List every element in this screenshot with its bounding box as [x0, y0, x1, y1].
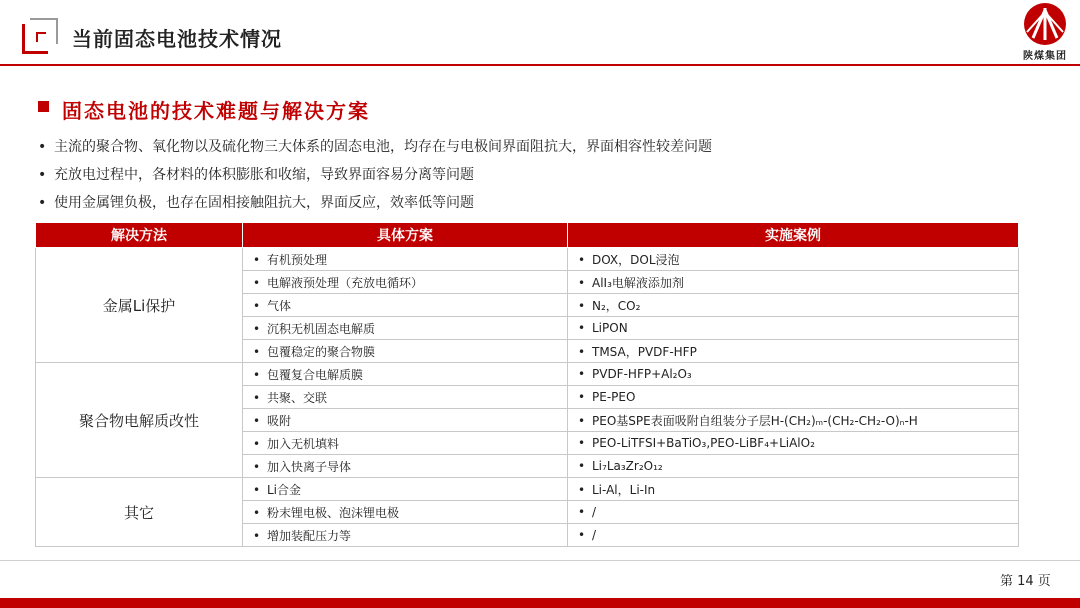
plan-cell: • 包覆稳定的聚合物膜: [243, 340, 568, 363]
plan-cell: • 气体: [243, 294, 568, 317]
case-cell: • /: [568, 501, 1019, 524]
group-name: 金属Li保护: [36, 248, 243, 363]
plan-cell: • 包覆复合电解质膜: [243, 363, 568, 386]
bottom-band: [0, 598, 1080, 608]
section-title: 固态电池的技术难题与解决方案: [62, 99, 370, 123]
page-title: 当前固态电池技术情况: [72, 27, 282, 51]
plan-cell: • Li合金: [243, 478, 568, 501]
logo-icon: [1023, 2, 1067, 46]
plan-cell: • 共聚、交联: [243, 386, 568, 409]
group-name: 聚合物电解质改性: [36, 363, 243, 478]
case-cell: • Li-Al，Li-In: [568, 478, 1019, 501]
header-divider: [0, 64, 1080, 66]
table-row: [36, 363, 1019, 386]
company-logo: [1016, 2, 1074, 64]
solutions-table: [35, 222, 1019, 547]
plan-cell: • 有机预处理: [243, 248, 568, 271]
header-method: 解决方法: [36, 223, 243, 248]
table-header-row: [36, 223, 1019, 248]
plan-cell: • 加入无机填料: [243, 432, 568, 455]
page-number: 第 14 页: [1000, 574, 1051, 589]
section-bullet-icon: [38, 101, 49, 112]
header-plan: 具体方案: [243, 223, 568, 248]
case-cell: • PEO-LiTFSI+BaTiO₃,PEO-LiBF₄+LiAlO₂: [568, 432, 1019, 455]
plan-cell: • 增加装配压力等: [243, 524, 568, 547]
case-cell: • PVDF-HFP+Al₂O₃: [568, 363, 1019, 386]
header-case: 实施案例: [568, 223, 1019, 248]
plan-cell: • 电解液预处理（充放电循环）: [243, 271, 568, 294]
plan-cell: • 粉末锂电极、泡沫锂电极: [243, 501, 568, 524]
case-cell: • PE-PEO: [568, 386, 1019, 409]
problem-point: • 充放电过程中，各材料的体积膨胀和收缩，导致界面容易分离等问题: [38, 161, 712, 189]
footer-divider: [0, 560, 1080, 561]
bullet-dot-icon: •: [38, 167, 47, 183]
group-name: 其它: [36, 478, 243, 547]
logo-text: 陕煤集团: [1023, 51, 1067, 62]
case-cell: • PEO基SPE表面吸附自组装分子层H-(CH₂)ₘ-(CH₂-CH₂-O)ₙ-H: [568, 409, 1019, 432]
problem-points: [38, 133, 712, 217]
case-cell: • N₂，CO₂: [568, 294, 1019, 317]
plan-cell: • 沉积无机固态电解质: [243, 317, 568, 340]
case-cell: • LiPON: [568, 317, 1019, 340]
case-cell: • /: [568, 524, 1019, 547]
case-cell: • AlI₃电解液添加剂: [568, 271, 1019, 294]
case-cell: • TMSA，PVDF-HFP: [568, 340, 1019, 363]
plan-cell: • 吸附: [243, 409, 568, 432]
case-cell: • Li₇La₃Zr₂O₁₂: [568, 455, 1019, 478]
bullet-dot-icon: •: [38, 195, 47, 211]
case-cell: • DOX，DOL浸泡: [568, 248, 1019, 271]
problem-point: • 使用金属锂负极，也存在固相接触阻抗大，界面反应，效率低等问题: [38, 189, 712, 217]
problem-point: • 主流的聚合物、氧化物以及硫化物三大体系的固态电池，均存在与电极间界面阻抗大，界面相容性较差问题: [38, 133, 712, 161]
plan-cell: • 加入快离子导体: [243, 455, 568, 478]
header-frame-icon: [22, 18, 58, 54]
bullet-dot-icon: •: [38, 139, 47, 155]
table-row: [36, 248, 1019, 271]
table-row: [36, 478, 1019, 501]
